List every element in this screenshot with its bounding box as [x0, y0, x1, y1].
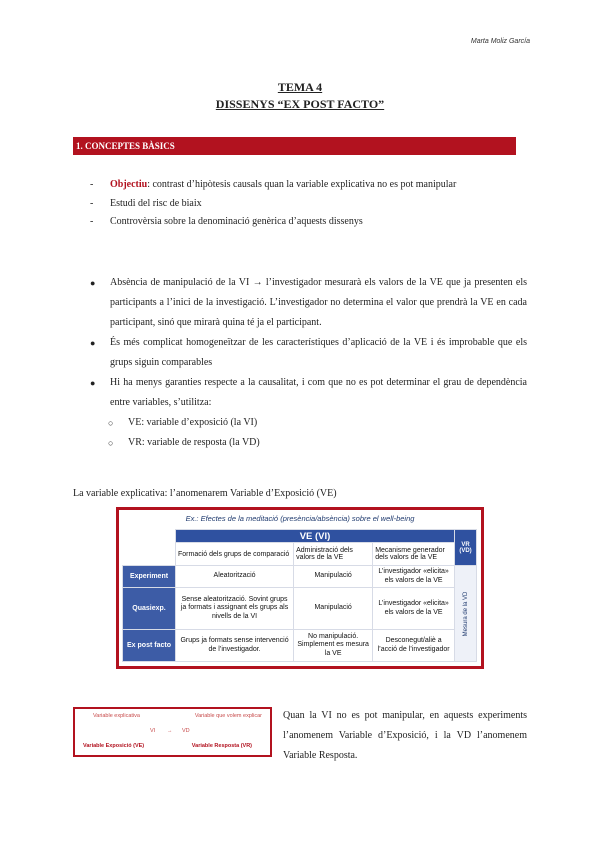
sub-list-item-text: VE: variable d’exposició (la VI) [128, 417, 258, 428]
row-header: Ex post facto [123, 630, 176, 662]
list-item [90, 213, 527, 232]
list-item-text: Hi ha menys garanties respecte a la causalitat, i com que no es pot determinar el grau de dependència entre variables, s’utilitza: [110, 377, 527, 408]
list-item [90, 273, 527, 333]
table-row [123, 588, 477, 630]
variable-legend [73, 707, 272, 757]
column-header: Mecanisme generador dels valors de la VE [373, 543, 455, 566]
dash-marker: - [90, 179, 94, 190]
table-cell: L’investigador «elicita» els valors de la VE [373, 566, 455, 588]
table-cell: Aleatorització [176, 566, 294, 588]
objectiu-label: Objectiu [110, 179, 148, 190]
list-item-text: És més complicat homogeneïtzar de les característiques d’aplicació de la VE i és improbable que els grups siguin comparables [110, 337, 527, 368]
table-cell: Manipulació [294, 566, 373, 588]
list-item-text: Controvèrsia sobre la denominació genèrica d’aquests dissenys [110, 216, 363, 227]
legend-vd: VD [182, 728, 190, 734]
circle-bullet-icon: ○ [108, 438, 114, 448]
ve-definition: La variable explicativa: l’anomenarem Variable d’Exposició (VE) [73, 488, 337, 499]
explanation-paragraph: Quan la VI no es pot manipular, en aquests experiments l’anomenem Variable d’Exposició, i la VD l’anomenem Variable Resposta. [283, 710, 527, 761]
row-header: Experiment [123, 566, 176, 588]
design-comparison-figure [116, 507, 484, 669]
bullet-icon: ● [90, 378, 96, 388]
list-item-text: Estudi del risc de biaix [110, 197, 202, 209]
ve-header: VE (VI) [176, 530, 455, 543]
list-item [90, 373, 527, 413]
page-subtitle: DISSENYS “EX POST FACTO” [215, 97, 385, 111]
column-header: Formació dels grups de comparació [176, 543, 294, 566]
legend-volem-explicar: Variable que volem explicar [194, 713, 262, 719]
design-table [122, 529, 477, 662]
legend-resposta: Variable Resposta (VR) [191, 743, 252, 749]
legend-exposicio: Variable Exposició (VE) [83, 743, 145, 749]
bullet-icon: ● [90, 278, 96, 288]
objectiu-text: : contrast d’hipòtesis causals quan la variable explicativa no es pot manipular [147, 179, 457, 190]
list-item [90, 333, 527, 373]
table-cell: No manipulació. Simplement es mesura la VE [294, 630, 373, 662]
dash-marker: - [90, 216, 94, 227]
bullet-icon: ● [90, 338, 96, 348]
section-heading: 1. CONCEPTES BÀSICS [73, 137, 516, 155]
sub-list-item-text: VR: variable de resposta (la VD) [128, 437, 260, 448]
bullet-list [90, 273, 527, 453]
legend-vi: VI [150, 728, 156, 734]
list-item [90, 176, 527, 195]
dash-marker: - [90, 197, 94, 209]
table-cell: Grups ja formats sense intervenció de l’investigador. [176, 630, 294, 662]
vd-measure-cell [455, 566, 477, 662]
arrow-right-icon: → [167, 728, 173, 734]
table-row [123, 630, 477, 662]
dash-list [90, 176, 527, 232]
author-name: Marta Moliz García [470, 38, 530, 45]
circle-bullet-icon: ○ [108, 418, 114, 428]
legend-explicativa: Variable explicativa [93, 713, 140, 719]
list-item [90, 195, 527, 214]
vr-header: VR (VD) [455, 530, 477, 566]
table-cell: Desconegut/aliè a l’acció de l’investigador [373, 630, 455, 662]
list-item-text: Absència de manipulació de la VI → l’investigador mesurarà els valors de la VE que ja presenten els participants a l’inici de la investigació. L’investigador no determina el valor que prendrà la VE en cada participant, sinó que mirarà quina té ja el participant. [110, 277, 527, 328]
table-row [123, 566, 477, 588]
table-cell: Sense aleatorització. Sovint grups ja formats i assignant els grups als nivells de la VI [176, 588, 294, 630]
row-header: Quasiexp. [123, 588, 176, 630]
column-header: Administració dels valors de la VE [294, 543, 373, 566]
vd-measure-label: Mesura de la VD [462, 591, 469, 636]
table-cell: Manipulació [294, 588, 373, 630]
sub-list-item [108, 413, 527, 433]
figure-caption: Ex.: Efectes de la meditació (presència/absència) sobre el well-being [185, 514, 415, 523]
page-title: TEMA 4 [277, 80, 323, 94]
empty-corner [123, 530, 176, 566]
table-cell: L’investigador «elicita» els valors de la VE [373, 588, 455, 630]
sub-list-item [108, 433, 527, 453]
